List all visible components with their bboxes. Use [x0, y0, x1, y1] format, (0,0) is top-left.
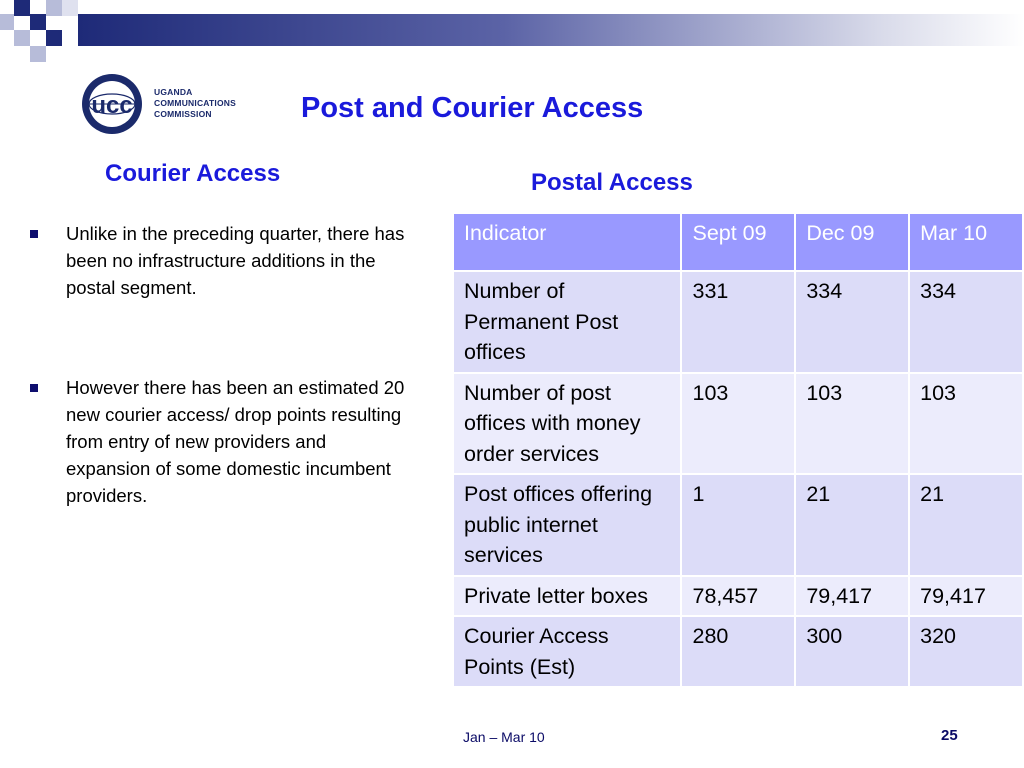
table-cell: Private letter boxes [453, 576, 681, 617]
table-cell: Post offices offering public internet services [453, 474, 681, 576]
table-cell: 280 [681, 616, 795, 687]
table-cell: Courier Access Points (Est) [453, 616, 681, 687]
table-cell: 21 [795, 474, 909, 576]
table-cell: 103 [909, 373, 1023, 475]
table-cell: Number of Permanent Post offices [453, 271, 681, 373]
bullet-list [30, 220, 415, 509]
logo-line: UGANDA [154, 87, 193, 97]
column-header: Mar 10 [909, 213, 1023, 271]
bullet-text: However there has been an estimated 20 new courier access/ drop points resulting from entry of new providers and expansion of some domestic incumbent providers. [66, 377, 405, 506]
table-header-row [453, 213, 1023, 271]
column-header: Dec 09 [795, 213, 909, 271]
logo-text [154, 87, 264, 120]
table-cell: 1 [681, 474, 795, 576]
column-header: Sept 09 [681, 213, 795, 271]
courier-access-heading: Courier Access [105, 160, 281, 187]
logo-mark: ucc [91, 92, 133, 119]
header-decoration [0, 0, 1024, 62]
page-number: 25 [941, 727, 958, 744]
table-row [453, 576, 1023, 617]
table-row [453, 373, 1023, 475]
logo-line: COMMUNICATIONS [154, 98, 236, 108]
page-title: Post and Courier Access [301, 92, 644, 124]
table-cell: 320 [909, 616, 1023, 687]
bullet-item [30, 220, 415, 301]
table-cell: 78,457 [681, 576, 795, 617]
logo-line: COMMISSION [154, 109, 212, 119]
footer-date: Jan – Mar 10 [463, 729, 545, 745]
table-cell: 331 [681, 271, 795, 373]
table-cell: 300 [795, 616, 909, 687]
square-bullet-icon [30, 230, 38, 238]
table-cell: Number of post offices with money order services [453, 373, 681, 475]
table-row [453, 271, 1023, 373]
table-cell: 334 [795, 271, 909, 373]
table-cell: 21 [909, 474, 1023, 576]
postal-access-table [452, 212, 1024, 688]
table-row [453, 616, 1023, 687]
table-cell: 79,417 [795, 576, 909, 617]
table-cell: 103 [681, 373, 795, 475]
postal-access-heading: Postal Access [531, 169, 693, 196]
table-cell: 79,417 [909, 576, 1023, 617]
table-row [453, 474, 1023, 576]
bullet-text: Unlike in the preceding quarter, there has been no infrastructure additions in the postal segment. [66, 223, 405, 298]
square-bullet-icon [30, 384, 38, 392]
bullet-item [30, 374, 415, 509]
table-cell: 103 [795, 373, 909, 475]
table-cell: 334 [909, 271, 1023, 373]
column-header: Indicator [453, 213, 681, 271]
